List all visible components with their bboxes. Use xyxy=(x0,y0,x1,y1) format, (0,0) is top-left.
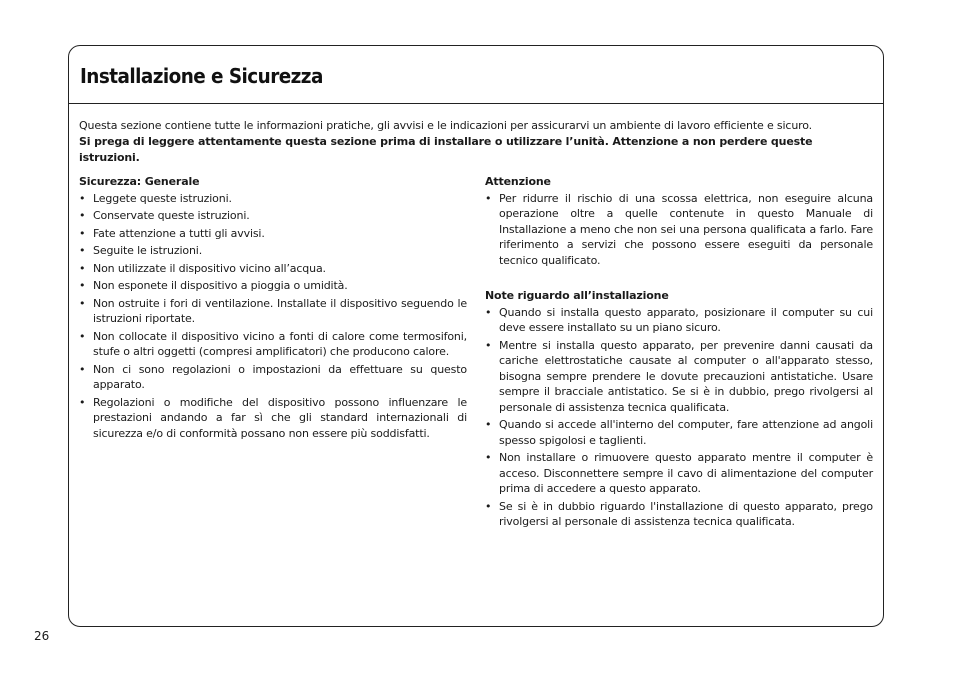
list-item-text: Mentre si installa questo apparato, per prevenire danni causati da cariche elettrostatiche causate al computer o all'apparato stesso, bisogna sempre prendere le dovute precauzioni antistatiche. Usare sempre il bracciale antistatico. Se si è in dubbio, prego rivolgersi al personale di assistenza tecnica qualificata. xyxy=(499,338,873,414)
list-item-text: Quando si accede all'interno del computer, fare attenzione ad angoli spesso spigolosi e taglienti. xyxy=(499,418,873,447)
list-item-text: Non esponete il dispositivo a pioggia o umidità. xyxy=(93,279,348,292)
list-item xyxy=(79,362,467,393)
bullet-icon: • xyxy=(485,418,492,431)
list-item-text: Non collocate il dispositivo vicino a fonti di calore come termosifoni, stufe o altri oggetti (compresi amplificatori) che producono calore. xyxy=(93,329,467,358)
intro-section xyxy=(79,118,873,166)
right-column xyxy=(485,174,873,532)
install-notes-heading: Note riguardo all’installazione xyxy=(485,289,669,302)
list-item xyxy=(79,261,467,277)
list-item-text: Non ci sono regolazioni o impostazioni da effettuare su questo apparato. xyxy=(93,362,467,391)
title-divider xyxy=(69,103,883,104)
bullet-icon: • xyxy=(485,338,492,352)
list-item xyxy=(485,191,873,269)
left-column xyxy=(79,174,467,443)
list-item xyxy=(79,296,467,327)
content-frame xyxy=(68,45,884,627)
bullet-icon: • xyxy=(485,191,492,205)
list-item xyxy=(79,278,467,294)
list-item xyxy=(79,395,467,442)
list-item xyxy=(79,208,467,224)
list-item-text: Conservate queste istruzioni. xyxy=(93,209,250,222)
list-item-text: Non utilizzate il dispositivo vicino all’acqua. xyxy=(93,261,326,275)
bullet-icon: • xyxy=(485,499,492,513)
page-number: 26 xyxy=(34,629,50,643)
install-notes-list xyxy=(485,305,873,530)
bullet-icon: • xyxy=(79,395,86,409)
list-item-text: Quando si installa questo apparato, posizionare il computer su cui deve essere installato su un piano sicuro. xyxy=(499,305,873,334)
bullet-icon: • xyxy=(79,244,86,257)
bullet-icon: • xyxy=(79,191,86,205)
list-item-text: Regolazioni o modifiche del dispositivo possono influenzare le prestazioni andando a far sì che gli standard internazionali di sicurezza e/o di conformità possano non essere più soddisfatti. xyxy=(93,395,467,440)
section-spacer xyxy=(485,270,873,288)
bullet-icon: • xyxy=(79,296,86,310)
attention-heading: Attenzione xyxy=(485,175,551,188)
list-item xyxy=(485,305,873,336)
bullet-icon: • xyxy=(79,362,86,376)
list-item-text: Se si è in dubbio riguardo l'installazione di questo apparato, prego rivolgersi al personale di assistenza tecnica qualificata. xyxy=(499,499,873,528)
intro-warning-text: Si prega di leggere attentamente questa sezione prima di installare o utilizzare l’unità. Attenzione a non perdere queste istruzioni. xyxy=(79,135,813,164)
bullet-icon: • xyxy=(485,451,492,464)
list-item xyxy=(485,450,873,497)
bullet-icon: • xyxy=(79,329,86,343)
safety-general-heading: Sicurezza: Generale xyxy=(79,175,200,188)
safety-general-list xyxy=(79,191,467,442)
list-item xyxy=(485,338,873,416)
list-item-text: Non installare o rimuovere questo apparato mentre il computer è acceso. Disconnettere sempre il cavo di alimentazione del computer prima di accedere a questo apparato. xyxy=(499,451,873,495)
bullet-icon: • xyxy=(79,209,86,222)
list-item xyxy=(485,499,873,530)
list-item xyxy=(79,191,467,207)
page-title: Installazione e Sicurezza xyxy=(80,64,323,88)
bullet-icon: • xyxy=(485,305,492,319)
list-item xyxy=(79,329,467,360)
list-item-text: Non ostruite i fori di ventilazione. Installate il dispositivo seguendo le istruzioni riportate. xyxy=(93,296,467,325)
intro-text: Questa sezione contiene tutte le informazioni pratiche, gli avvisi e le indicazioni per assicurarvi un ambiente di lavoro efficiente e sicuro. xyxy=(79,119,813,132)
attention-list xyxy=(485,191,873,269)
bullet-icon: • xyxy=(79,261,86,275)
list-item xyxy=(79,243,467,259)
bullet-icon: • xyxy=(79,226,86,240)
list-item-text: Fate attenzione a tutti gli avvisi. xyxy=(93,226,265,240)
list-item xyxy=(485,417,873,448)
bullet-icon: • xyxy=(79,279,86,292)
list-item-text: Leggete queste istruzioni. xyxy=(93,191,232,205)
list-item-text: Seguite le istruzioni. xyxy=(93,244,203,257)
list-item-text: Per ridurre il rischio di una scossa elettrica, non eseguire alcuna operazione oltre a quelle contenute in questo Manuale di Installazione a meno che non sei una persona qualificata a farlo. Fare riferimento a servizi che possono essere eseguiti da personale tecnico qualificato. xyxy=(499,191,873,267)
list-item xyxy=(79,226,467,242)
